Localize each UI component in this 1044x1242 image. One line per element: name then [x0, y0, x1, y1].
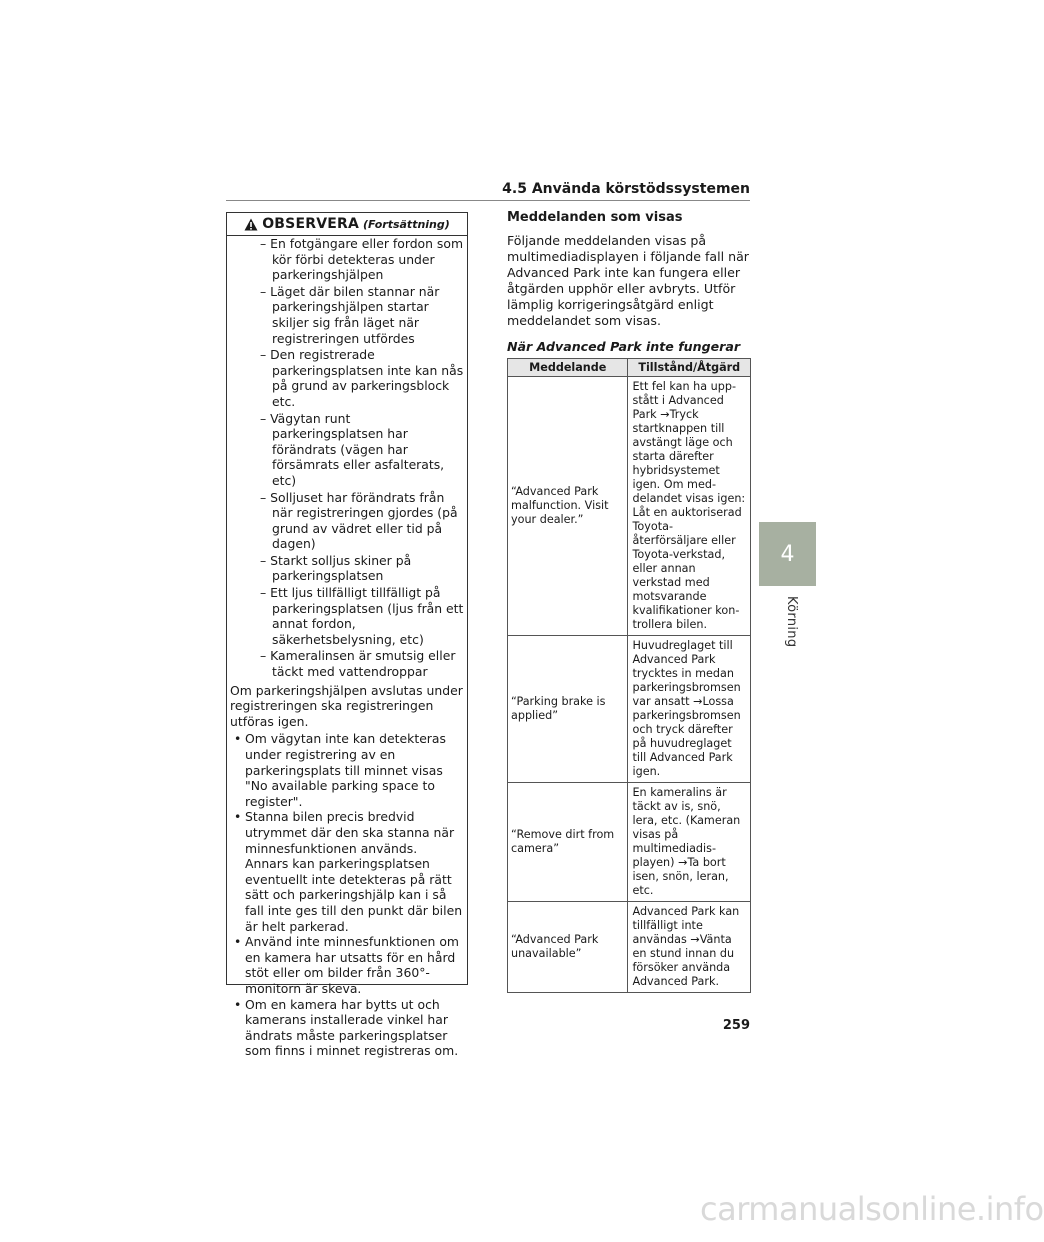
bullet-dot: •	[234, 996, 242, 1012]
column-header-message: Meddelande	[508, 359, 628, 377]
dash-item: – Läget där bilen stannar när parkeringshjälpen startar skiljer sig från läget när registreringen utfördes	[260, 283, 440, 346]
dash-item: – Den registrerade parkeringsplatsen inte kan nås på grund av parkeringsblock etc.	[260, 347, 464, 409]
header-divider	[226, 200, 750, 201]
message-cell: “Remove dirt from camera”	[508, 783, 628, 902]
table-row	[508, 377, 751, 636]
bullet-dot: •	[234, 731, 242, 747]
bullet-dot: •	[234, 809, 242, 825]
bullet-item	[230, 809, 464, 934]
table-row	[508, 783, 751, 902]
action-cell: En kameralins är täckt av is, snö, lera, etc. (Kameran visas på multimediadisplayen) →Ta bort isen, snön, leran, etc.	[628, 783, 751, 902]
caution-header	[227, 213, 467, 236]
action-cell: Huvudreglaget till Advanced Park trycktes in medan parkeringsbromsen var ansatt →Lossa parkeringsbromsen och tryck därefter på huvudreglaget till Advanced Park igen.	[628, 636, 751, 783]
bullet-item	[230, 731, 464, 809]
messages-heading: Meddelanden som visas	[507, 210, 683, 225]
bullet-text: Stanna bilen precis bredvid utrymmet där den ska stanna när minnesfunktionen används. Annars kan parkeringsplatsen eventuellt inte detekteras på rätt sätt och parkeringshjälp kan i så fall inte ges till den punkt där bilen är helt parkerad.	[245, 809, 463, 934]
caution-title: OBSERVERA	[262, 216, 360, 232]
chapter-label: Körning	[784, 596, 799, 648]
chapter-tab[interactable]	[759, 522, 816, 586]
message-cell: “Advanced Park unavailable”	[508, 902, 628, 993]
message-cell: “Advanced Park malfunction. Visit your dealer.”	[508, 377, 628, 636]
bullet-text: Använd inte minnesfunktionen om en kamera har utsatts för en hård stöt eller om bilder från 360°-monitorn är skeva.	[245, 934, 459, 996]
dash-item: – En fotgängare eller fordon som kör förbi detekteras under parkeringshjälpen	[260, 236, 464, 283]
bullet-text: Om vägytan inte kan detekteras under registrering av en parkeringsplats till minnet visas "No available parking space to register".	[245, 731, 446, 809]
dash-item: – Starkt solljus skiner på parkeringsplatsen	[260, 552, 412, 584]
caution-box	[226, 212, 468, 1059]
messages-table	[507, 358, 751, 993]
bullet-item	[230, 934, 464, 996]
table-header-row	[508, 359, 751, 377]
bullet-dot: •	[234, 934, 242, 950]
dash-item: – Solljuset har förändrats från när registreringen gjordes (på grund av vädret eller tid på dagen)	[260, 489, 458, 552]
watermark: carmanualsonline.info	[700, 1190, 1044, 1228]
dash-item: – Ett ljus tillfälligt tillfälligt på parkeringsplatsen (ljus från ett annat fordon, säkerhetsbelysning, etc)	[260, 585, 464, 647]
column-header-action: Tillstånd/Åtgärd	[628, 359, 751, 377]
action-cell: Advanced Park kan tillfälligt inte användas →Vänta en stund innan du försöker använda Advanced Park.	[628, 902, 751, 993]
caution-continued: (Fortsättning)	[363, 217, 450, 231]
table-row	[508, 902, 751, 993]
caution-paragraph: Om parkeringshjälpen avslutas under registreringen ska registreringen utföras igen.	[230, 682, 463, 729]
bullet-item	[230, 997, 464, 1059]
bullet-text: Om en kamera har bytts ut och kamerans installerade vinkel har ändrats måste parkeringsplatser som finns i minnet registreras om.	[245, 996, 459, 1059]
messages-intro: Följande meddelanden visas på multimediadisplayen i följande fall när Advanced Park inte kan fungera eller åtgärden upphör eller avbryts. Utför lämplig korrigeringsåtgärd enligt meddelandet som visas.	[507, 233, 749, 328]
right-column	[507, 210, 751, 993]
warning-icon	[244, 218, 258, 231]
caution-body	[227, 236, 467, 1059]
dash-item: – Vägytan runt parkeringsplatsen har förändrats (vägen har försämrats eller asfalterats, etc)	[260, 410, 445, 488]
table-row	[508, 636, 751, 783]
action-cell: Ett fel kan ha uppstått i Advanced Park →Tryck startknappen till avstängt läge och starta därefter hybridsystemet igen. Om meddelandet visas igen: Låt en auktoriserad Toyota-återförsäljare eller Toyota-verkstad, eller annan verkstad med motsvarande kvalifikationer kontrollera bilen.	[628, 377, 751, 636]
section-header: 4.5 Använda körstödssystemen	[502, 181, 750, 197]
messages-subheading: När Advanced Park inte fungerar	[507, 339, 741, 354]
message-cell: “Parking brake is applied”	[508, 636, 628, 783]
chapter-number: 4	[780, 541, 795, 567]
dash-item: – Kameralinsen är smutsig eller täckt med vattendroppar	[260, 648, 456, 680]
page-number: 259	[722, 1018, 750, 1033]
